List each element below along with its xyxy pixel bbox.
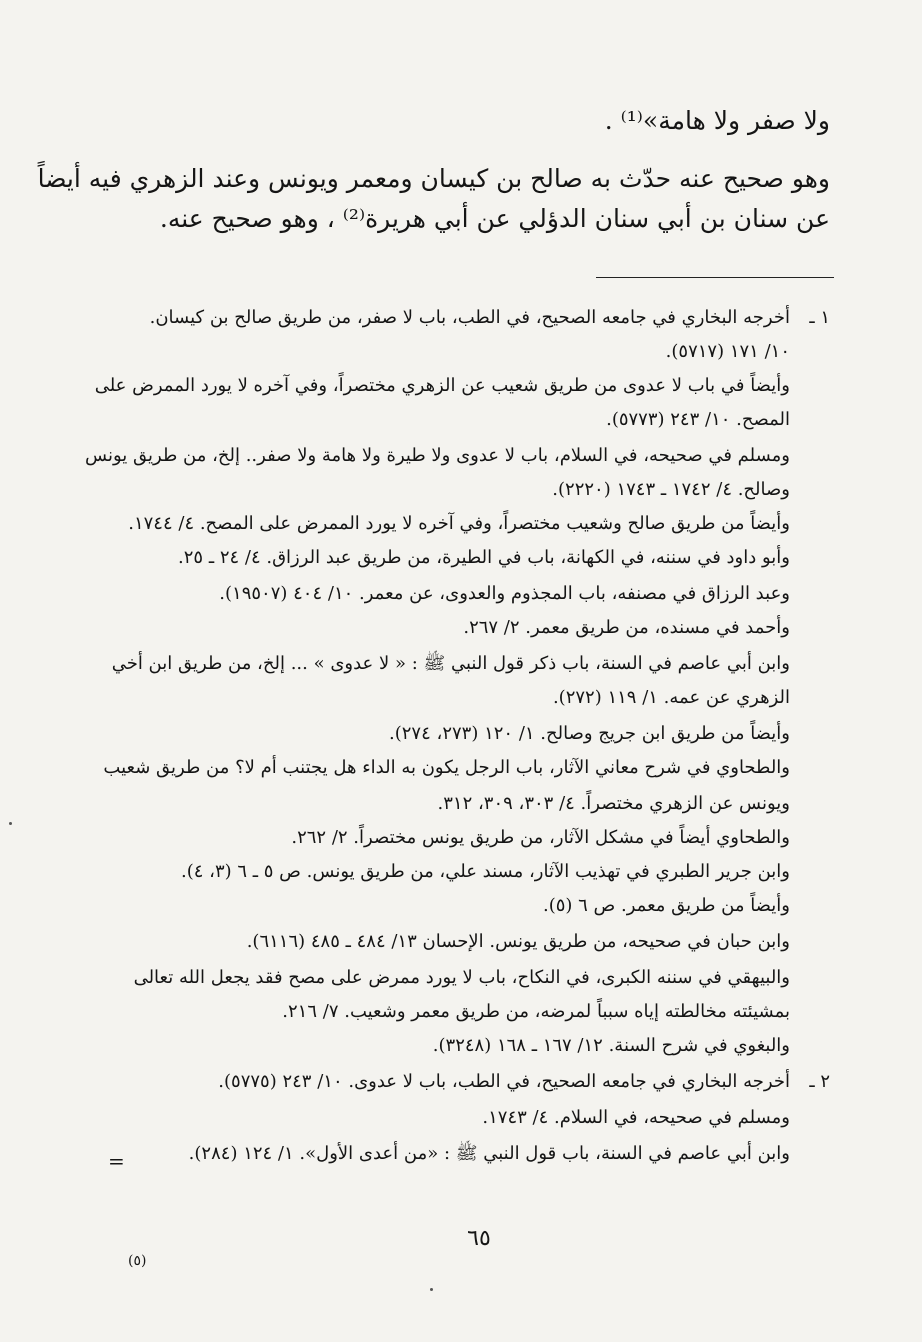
footnote-line: أخرجه البخاري في جامعه الصحيح، في الطب، باب لا عدوى. ١٠/ ٢٤٣ (٥٧٧٥). [218,1071,790,1092]
body-line-1: ولا صفر ولا هامة»⁽¹⁾ . [604,106,830,135]
footnote-line: وعبد الرزاق في مصنفه، باب المجذوم والعدوى، عن معمر. ١٠/ ٤٠٤ (١٩٥٠٧). [219,583,790,604]
footnote-line: والطحاوي في شرح معاني الآثار، باب الرجل يكون به الداء هل يجتنب أم لا؟ من طريق شعيب [103,757,790,778]
footnote-number-1: ١ ـ [809,307,830,328]
footnote-line: والطحاوي أيضاً في مشكل الآثار، من طريق يونس مختصراً. ٢/ ٢٦٢. [291,827,790,848]
scan-speck [9,822,12,825]
footnote-line: وابن حبان في صحيحه، من طريق يونس. الإحسان ١٣/ ٤٨٤ ـ ٤٨٥ (٦١١٦). [246,931,790,952]
footnote-line: وأيضاً من طريق صالح وشعيب مختصراً، وفي آخره لا يورد الممرض على المصح. ٤/ ١٧٤٤. [128,513,790,534]
footnote-line: المصح. ١٠/ ٢٤٣ (٥٧٧٣). [606,409,790,430]
footnote-line: وابن أبي عاصم في السنة، باب قول النبي ﷺ : «من أعدى الأول». ١/ ١٢٤ (٢٨٤). [188,1143,790,1164]
signature-mark: (٥) [128,1253,147,1269]
footnote-line: وابن جرير الطبري في تهذيب الآثار، مسند علي، من طريق يونس. ص ٥ ـ ٦ (٣، ٤). [181,861,790,882]
footnote-line: ويونس عن الزهري مختصراً. ٤/ ٣٠٣، ٣٠٩، ٣١٢. [437,793,790,814]
footnote-line: وأيضاً من طريق ابن جريج وصالح. ١/ ١٢٠ (٢٧٣، ٢٧٤). [389,723,790,744]
footnote-line: بمشيئته مخالطته إياه سبباً لمرضه، من طريق معمر وشعيب. ٧/ ٢١٦. [282,1001,790,1022]
footnote-line: والبغوي في شرح السنة. ١٢/ ١٦٧ ـ ١٦٨ (٣٢٤٨). [432,1035,790,1056]
footnote-line: ومسلم في صحيحه، في السلام، باب لا عدوى ولا طيرة ولا هامة ولا صفر.. إلخ، من طريق يونس [85,445,790,466]
footnote-line: وأيضاً من طريق معمر. ص ٦ (٥). [542,895,790,916]
continuation-mark: = [108,1149,125,1173]
body-line-3: عن سنان بن أبي سنان الدؤلي عن أبي هريرة⁽²⁾ ، وهو صحيح عنه. [159,204,830,233]
footnote-separator [596,277,834,278]
footnote-line: أخرجه البخاري في جامعه الصحيح، في الطب، باب لا صفر، من طريق صالح بن كيسان. [149,307,790,328]
footnote-line: وصالح. ٤/ ١٧٤٢ ـ ١٧٤٣ (٢٢٢٠). [552,479,790,500]
scan-speck [430,1288,433,1291]
footnote-line: وأحمد في مسنده، من طريق معمر. ٢/ ٢٦٧. [463,617,790,638]
footnote-line: ١٠/ ١٧١ (٥٧١٧). [665,341,790,362]
page-number: ٦٥ [467,1226,491,1251]
footnote-line: والبيهقي في سننه الكبرى، في النكاح، باب لا يورد ممرض على مصح فقد يجعل الله تعالى [133,967,790,988]
footnote-line: ومسلم في صحيحه، في السلام. ٤/ ١٧٤٣. [482,1107,790,1128]
footnote-line: الزهري عن عمه. ١/ ١١٩ (٢٧٢). [552,687,790,708]
footnote-number-2: ٢ ـ [809,1071,830,1092]
body-line-2: وهو صحيح عنه حدّث به صالح بن كيسان ومعمر ويونس وعند الزهري فيه أيضاً [37,164,830,193]
footnote-line: وأيضاً في باب لا عدوى من طريق شعيب عن الزهري مختصراً، وفي آخره لا يورد الممرض على [94,375,790,396]
footnote-line: وابن أبي عاصم في السنة، باب ذكر قول النبي ﷺ : « لا عدوى » ... إلخ، من طريق ابن أخي [111,653,790,674]
footnote-line: وأبو داود في سننه، في الكهانة، باب في الطيرة، من طريق عبد الرزاق. ٤/ ٢٤ ـ ٢٥. [178,547,790,568]
